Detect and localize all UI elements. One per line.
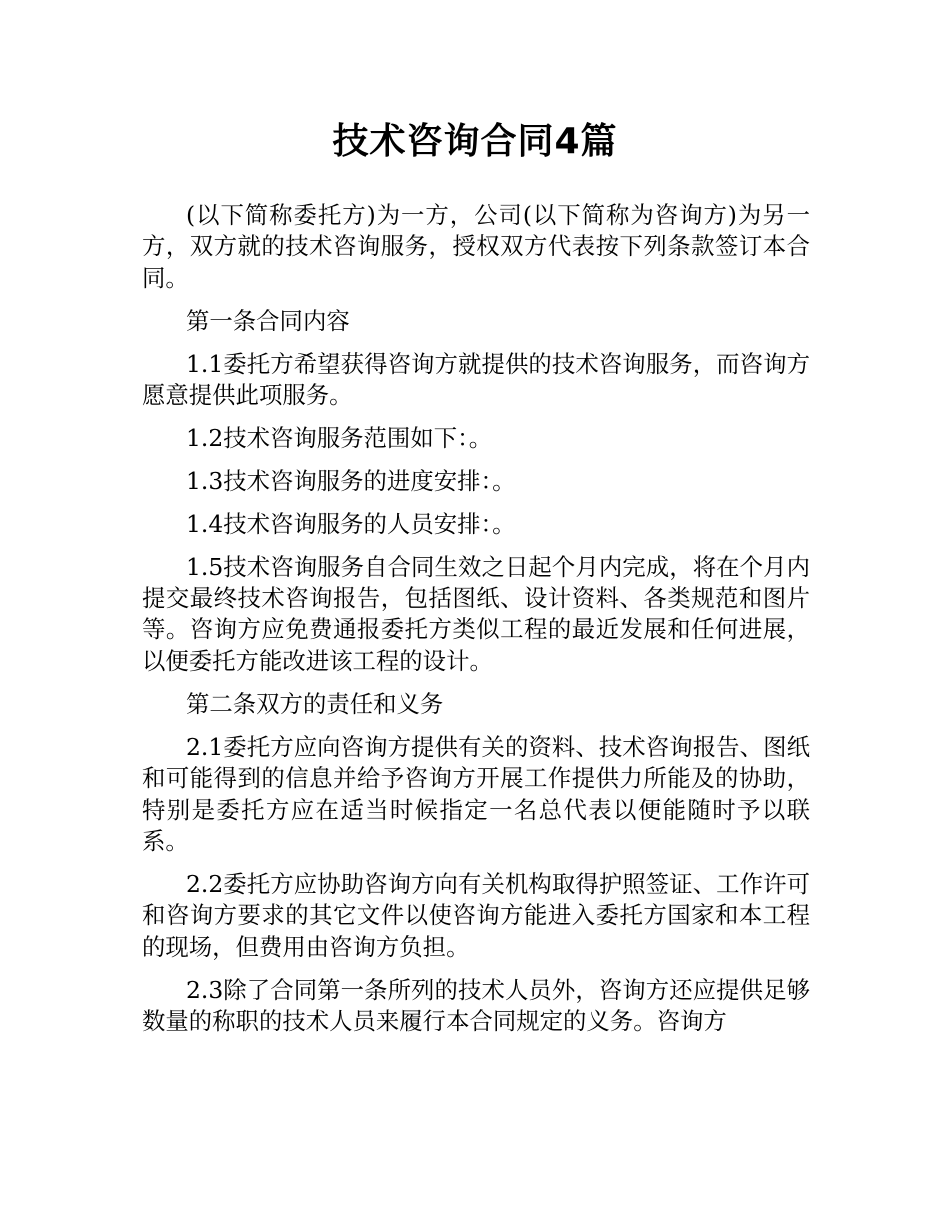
document-title: 技术咨询合同4篇 bbox=[332, 121, 618, 162]
clause-2-1: 2.1委托方应向咨询方提供有关的资料、技术咨询报告、图纸和可能得到的信息并给予咨询方开展工作提供力所能及的协助，特别是委托方应在适当时候指定一名总代表以便能随时予以联系。 bbox=[142, 732, 810, 855]
section-heading-1: 第一条合同内容 bbox=[186, 306, 350, 335]
clause-1-4: 1.4技术咨询服务的人员安排：。 bbox=[186, 509, 516, 538]
document-body bbox=[142, 200, 810, 1049]
clause-2-3: 2.3除了合同第一条所列的技术人员外，咨询方还应提供足够数量的称职的技术人员来履行本合同规定的义务。咨询方 bbox=[142, 975, 810, 1035]
paragraph-intro: (以下简称委托方)为一方，公司(以下简称为咨询方)为另一方，双方就的技术咨询服务，授权双方代表按下列条款签订本合同。 bbox=[142, 201, 810, 292]
section-heading-2: 第二条双方的责任和义务 bbox=[186, 689, 444, 718]
clause-1-2: 1.2技术咨询服务范围如下：。 bbox=[186, 423, 493, 452]
clause-1-1: 1.1委托方希望获得咨询方就提供的技术咨询服务，而咨询方愿意提供此项服务。 bbox=[142, 349, 810, 410]
clause-1-3: 1.3技术咨询服务的进度安排：。 bbox=[186, 466, 516, 495]
clause-1-5: 1.5技术咨询服务自合同生效之日起个月内完成，将在个月内提交最终技术咨询报告，包括图纸、设计资料、各类规范和图片等。咨询方应免费通报委托方类似工程的最近发展和任何进展，以便委托方能改进该工程的设计。 bbox=[142, 552, 810, 675]
clause-2-2: 2.2委托方应协助咨询方向有关机构取得护照签证、工作许可和咨询方要求的其它文件以使咨询方能进入委托方国家和本工程的现场，但费用由咨询方负担。 bbox=[142, 869, 810, 961]
